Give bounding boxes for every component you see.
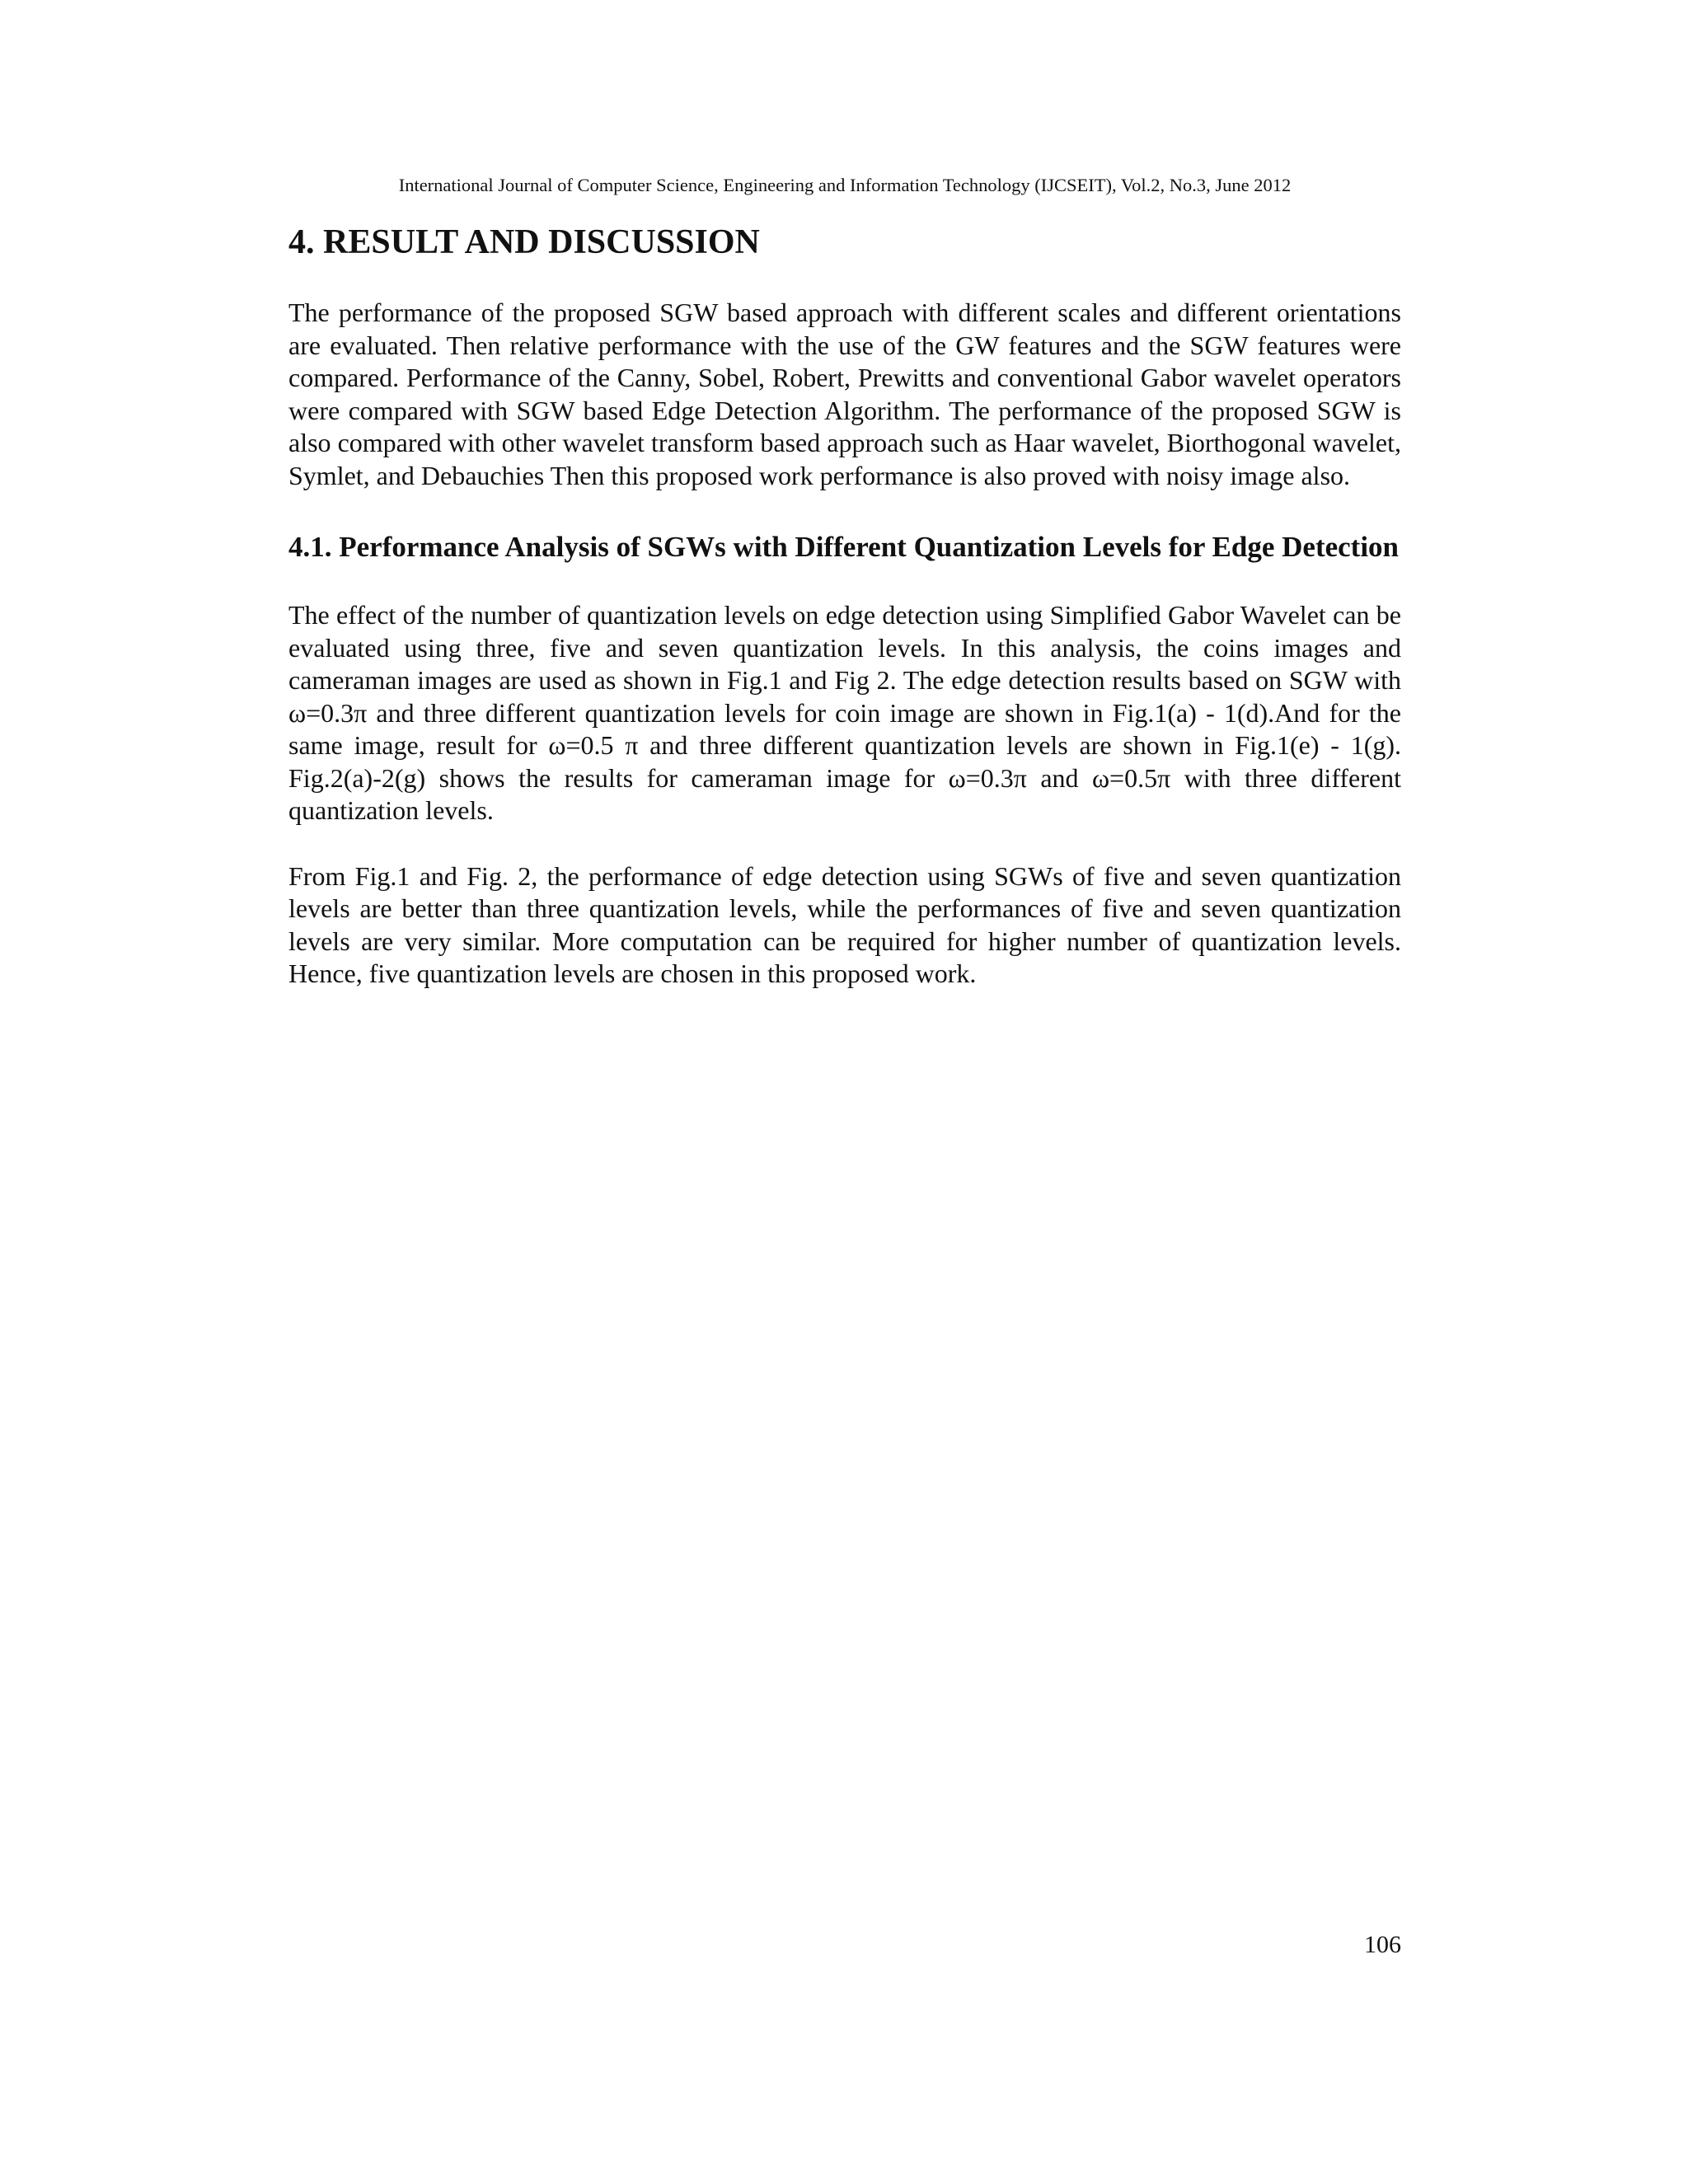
intro-paragraph: The performance of the proposed SGW based approach with different scales and different orientations are evaluated. Then relative performance with the use of the GW features and the SGW features were compared. Performance of the Canny, Sobel, Robert, Prewitts and conventional Gabor wavelet operators were compared with SGW based Edge Detection Algorithm. The performance of the proposed SGW is also compared with other wavelet transform based approach such as Haar wavelet, Biorthogonal wavelet, Symlet, and Debauchies Then this proposed work performance is also proved with noisy image also. <box>288 298 1401 490</box>
section-heading: 4. RESULT AND DISCUSSION <box>288 223 760 261</box>
conclusion-paragraph: From Fig.1 and Fig. 2, the performance of edge detection using SGWs of five and seven quantization levels are better than three quantization levels, while the performances of five and seven quantization levels are very similar. More computation can be required for higher number of quantization levels. Hence, five quantization levels are chosen in this proposed work. <box>288 860 1401 988</box>
subsection-heading: 4.1. Performance Analysis of SGWs with Different Quantization Levels for Edge Detection <box>288 531 1400 563</box>
page-content <box>288 223 1401 991</box>
quantization-paragraph: The effect of the number of quantization levels on edge detection using Simplified Gabor Wavelet can be evaluated using three, five and seven quantization levels. In this analysis, the coins images and cameraman images are used as shown in Fig.1 and Fig 2. The edge detection results based on SGW with ω=0.3π and three different quantization levels for coin image are shown in Fig.1(a) - 1(d).And for the same image, result for ω=0.5 π and three different quantization levels are shown in Fig.1(e) - 1(g). Fig.2(a)-2(g) shows the results for cameraman image for ω=0.3π and ω=0.5π with three different quantization levels. <box>288 600 1401 825</box>
running-header: International Journal of Computer Science, Engineering and Information Technology (IJCSEIT), Vol.2, No.3, June 2012 <box>398 175 1292 195</box>
page-number: 106 <box>1364 1931 1401 1958</box>
